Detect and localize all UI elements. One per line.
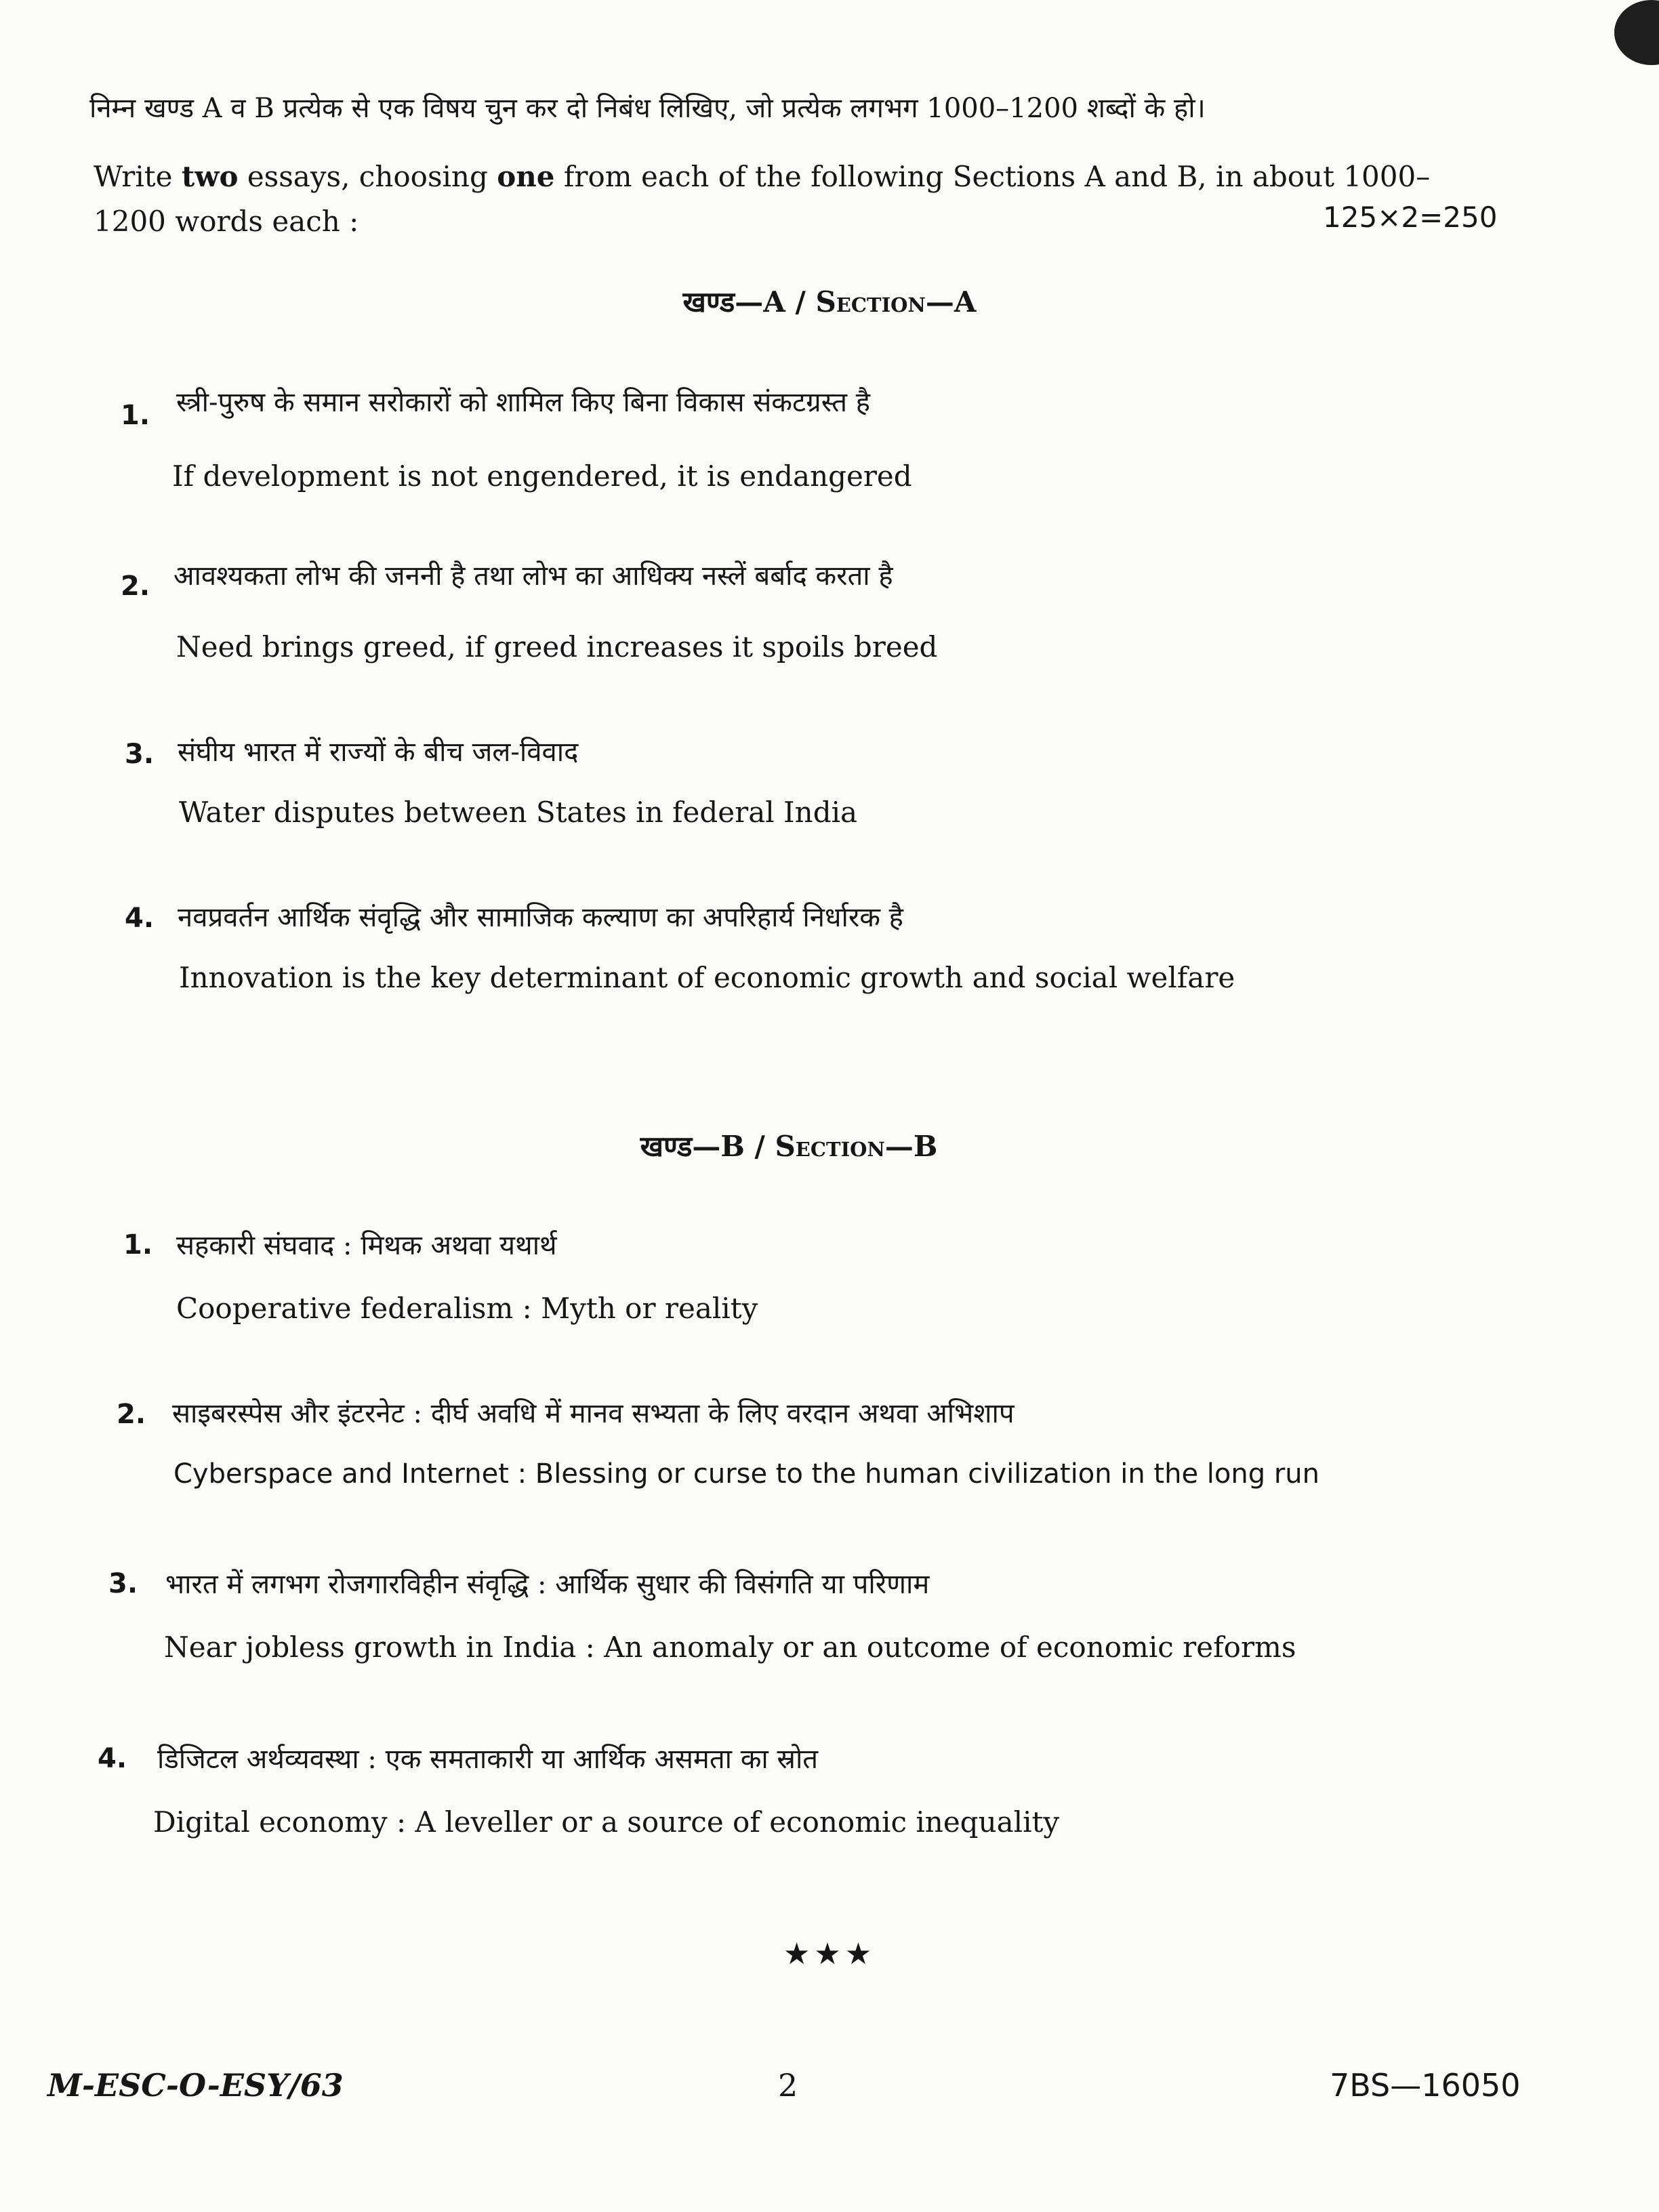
question-hindi: डिजिटल अर्थव्यवस्था : एक समताकारी या आर्थिक असमता का स्रोत [157, 1744, 819, 1775]
question-number: 4. [125, 903, 155, 934]
section-a-heading [0, 282, 1659, 321]
question-english: Cooperative federalism : Myth or reality [176, 1292, 758, 1325]
question-number: 3. [108, 1568, 138, 1599]
end-of-paper-stars: ★★★ [783, 1937, 876, 1971]
section-a-heading-hindi: खण्ड—A [682, 285, 785, 319]
section-b-heading [0, 1126, 1618, 1165]
question-english: Need brings greed, if greed increases it spoils breed [176, 630, 938, 663]
question-number: 2. [117, 1399, 146, 1430]
instructions-english [94, 155, 1490, 244]
section-a-heading-separator: / [785, 285, 816, 319]
question-english: Water disputes between States in federal India [179, 796, 858, 829]
question-english: Digital economy : A leveller or a source of economic inequality [153, 1805, 1060, 1839]
question-hindi: संघीय भारत में राज्यों के बीच जल-विवाद [178, 737, 579, 768]
question-hindi: सहकारी संघवाद : मिथक अथवा यथार्थ [176, 1230, 557, 1261]
question-hindi: भारत में लगभग रोजगारविहीन संवृद्धि : आर्थिक सुधार की विसंगति या परिणाम [165, 1569, 930, 1600]
question-english: Cyberspace and Internet : Blessing or curse to the human civilization in the long run [173, 1458, 1319, 1490]
marks-allocation: 125×2=250 [1323, 201, 1498, 234]
instructions-en-bold-two: two [181, 160, 239, 193]
instructions-en-bold-one: one [497, 160, 555, 193]
corner-scan-mark [1614, 0, 1659, 65]
instructions-en-mid: essays, choosing [238, 160, 497, 193]
footer-reference-code: 7BS—16050 [1330, 2067, 1521, 2104]
question-hindi: स्त्री-पुरुष के समान सरोकारों को शामिल किए बिना विकास संकटग्रस्त है [176, 387, 871, 418]
question-number: 2. [121, 571, 150, 602]
question-number: 3. [125, 739, 155, 770]
footer-page-number: 2 [778, 2067, 798, 2104]
section-b-heading-separator: / [744, 1130, 775, 1163]
question-english: If development is not engendered, it is endangered [172, 459, 912, 493]
section-b-heading-hindi: खण्ड—B [640, 1130, 745, 1163]
instructions-en-pre: Write [94, 160, 182, 193]
question-number: 1. [123, 1229, 153, 1261]
instructions-hindi: निम्न खण्ड A व B प्रत्येक से एक विषय चुन कर दो निबंध लिखिए, जो प्रत्येक लगभग 1000–1200 शब्दों के हो। [89, 93, 1206, 124]
question-english: Innovation is the key determinant of economic growth and social welfare [179, 961, 1235, 994]
question-hindi: नवप्रवर्तन आर्थिक संवृद्धि और सामाजिक कल्याण का अपरिहार्य निर्धारक है [178, 902, 903, 933]
section-b-heading-english: Section—B [775, 1130, 938, 1163]
question-hindi: साइबरस्पेस और इंटरनेट : दीर्घ अवधि में मानव सभ्यता के लिए वरदान अथवा अभिशाप [172, 1398, 1015, 1429]
footer-paper-code: M-ESC-O-ESY/63 [47, 2067, 344, 2104]
question-english: Near jobless growth in India : An anomaly or an outcome of economic reforms [164, 1631, 1296, 1664]
instructions-en-post: from each of the following Sections A and B, in about 1000–1200 words each : [94, 160, 1431, 238]
question-hindi: आवश्यकता लोभ की जननी है तथा लोभ का आधिक्य नस्लें बर्बाद करता है [173, 560, 893, 592]
section-a-heading-english: Section—A [815, 285, 977, 319]
question-number: 1. [121, 400, 150, 431]
question-number: 4. [98, 1743, 127, 1774]
